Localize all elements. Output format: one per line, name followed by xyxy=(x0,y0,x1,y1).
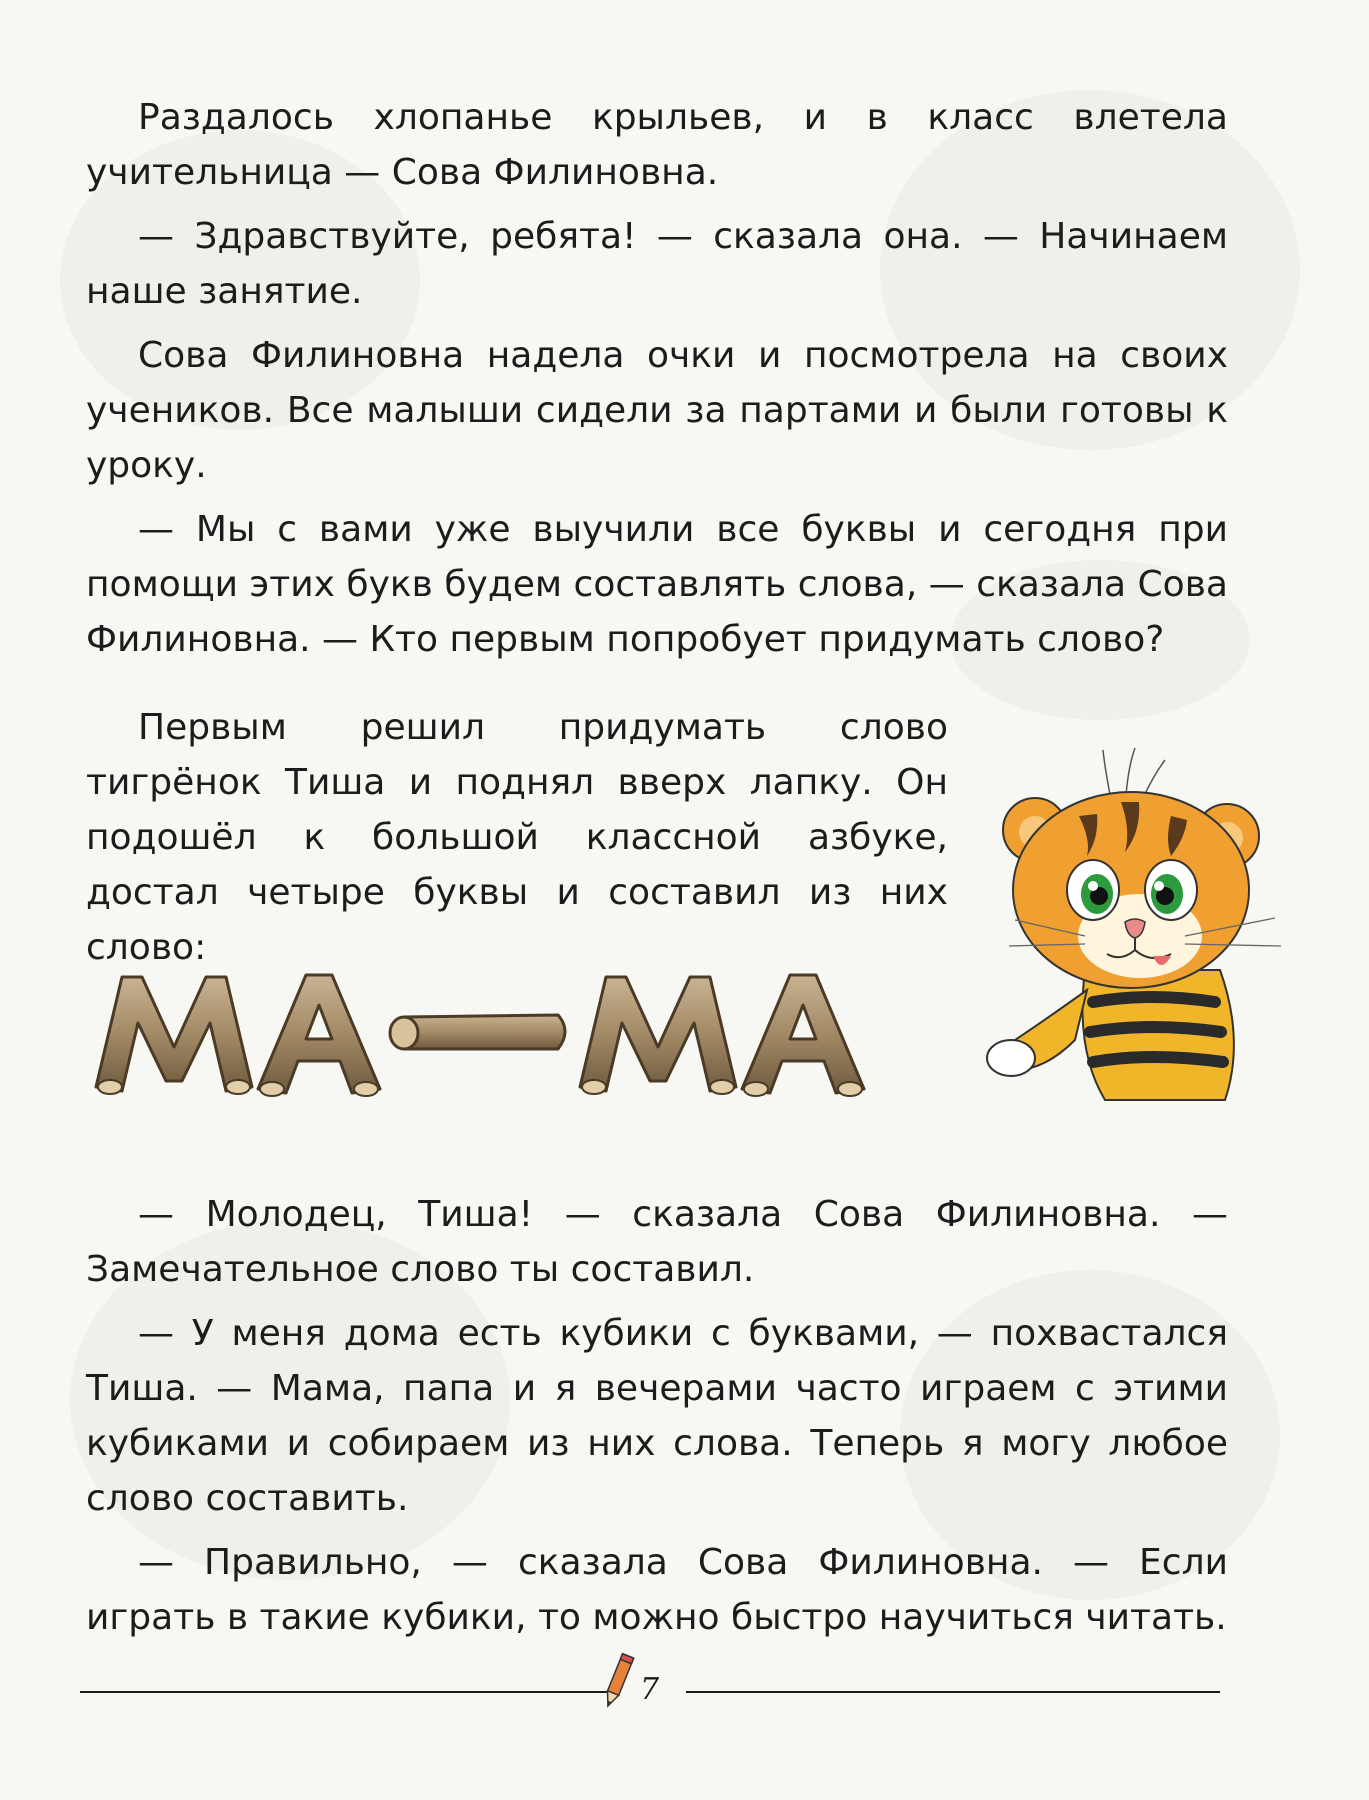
paragraph: — Здравствуйте, ребята! — сказала она. — Начинаем наше занятие. xyxy=(86,216,1228,312)
pencil-icon xyxy=(598,1652,638,1710)
paragraph: — Молодец, Тиша! — сказала Сова Филиновна. — Замечательное слово ты составил. xyxy=(86,1194,1228,1290)
story-text-bottom xyxy=(86,1187,1228,1654)
footer-rule-left xyxy=(80,1691,614,1693)
tiger-cub-illustration xyxy=(975,740,1295,1110)
page-number: 7 xyxy=(640,1672,660,1707)
paragraph: — Мы с вами уже выучили все буквы и сегодня при помощи этих букв будем составлять слова, — сказала Сова Филиновна. — Кто первым попробует придумать слово? xyxy=(86,509,1228,660)
story-text-top xyxy=(86,90,1228,676)
paragraph: — Правильно, — сказала Сова Филиновна. — Если играть в такие кубики, то можно быстро научиться читать. xyxy=(86,1542,1228,1638)
footer-rule-right xyxy=(686,1691,1220,1693)
paragraph: Сова Филиновна надела очки и посмотрела на своих учеников. Все малыши сидели за партами и были готовы к уроку. xyxy=(86,335,1228,486)
wooden-letters-illustration xyxy=(86,965,936,1105)
paragraph: Первым решил придумать слово тигрёнок Тиша и поднял вверх лапку. Он подошёл к большой классной азбуке, достал четыре буквы и составил из них слово: xyxy=(86,707,948,968)
story-text-middle xyxy=(86,700,948,984)
paragraph: — У меня дома есть кубики с буквами, — похвастался Тиша. — Мама, папа и я вечерами часто играем с этими кубиками и собираем из них слова. Теперь я могу любое слово составить. xyxy=(86,1313,1228,1519)
paragraph: Раздалось хлопанье крыльев, и в класс влетела учительница — Сова Филиновна. xyxy=(86,97,1228,193)
